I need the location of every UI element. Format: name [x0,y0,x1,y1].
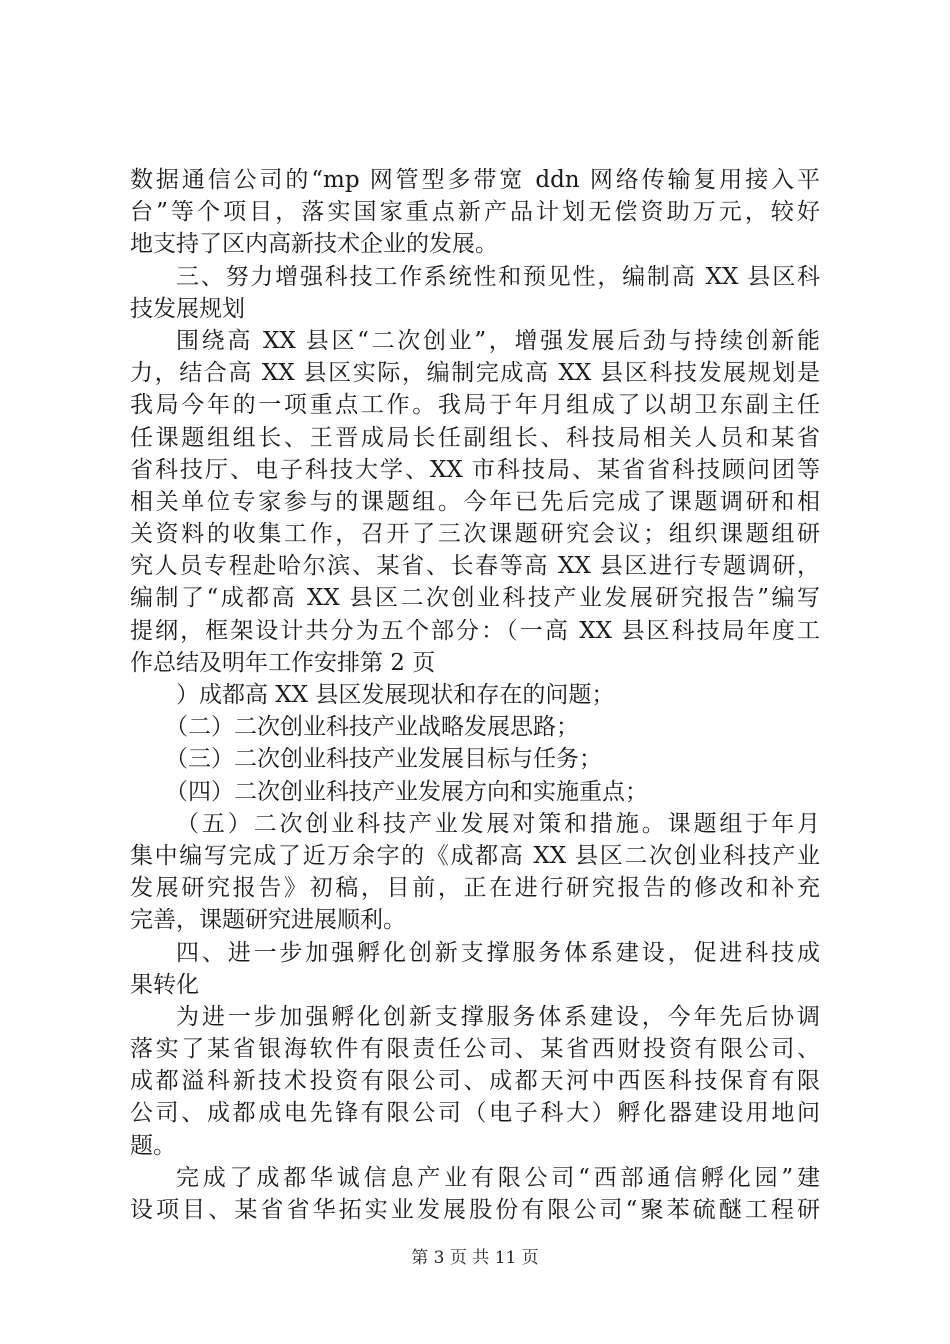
text-line: 成都溢科新技术投资有限公司、成都天河中西医科技保育有限 [130,1068,820,1095]
text-line: 公司、成都成电先锋有限公司（电子科大）孵化器建设用地问 [130,1100,820,1127]
text-line: 力，结合高 XX 县区实际，编制完成高 XX 县区科技发展规划是 [130,360,820,387]
text-line: 究人员专程赴哈尔滨、某省、长春等高 XX 县区进行专题调研， [130,553,820,580]
text-line: 作总结及明年工作安排第 2 页 [130,649,436,676]
text-line: 台”等个项目，落实国家重点新产品计划无偿资助万元，较好 [130,199,820,226]
text-line: 我局今年的一项重点工作。我局于年月组成了以胡卫东副主任 [130,392,820,419]
text-line: 集中编写完成了近万余字的《成都高 XX 县区二次创业科技产业 [130,842,820,869]
text-line: 提纲，框架设计共分为五个部分：（一高 XX 县区科技局年度工 [130,617,820,644]
text-line: 发展研究报告》初稿，目前，正在进行研究报告的修改和补充 [130,875,820,902]
text-line: 技发展规划 [130,295,245,322]
text-line: 编制了“成都高 XX 县区二次创业科技产业发展研究报告”编写 [130,585,820,612]
text-line: 完成了成都华诚信息产业有限公司“西部通信孵化园”建 [176,1164,820,1191]
text-line: 相关单位专家参与的课题组。今年已先后完成了课题调研和相 [130,488,820,515]
text-line: 四、进一步加强孵化创新支撑服务体系建设，促进科技成 [176,939,820,966]
text-line: 关资料的收集工作，召开了三次课题研究会议；组织课题组研 [130,521,820,548]
text-line: 省科技厅、电子科技大学、XX 市科技局、某省省科技顾问团等 [130,456,820,483]
text-line: 果转化 [130,971,199,998]
text-line: 任课题组组长、王晋成局长任副组长、科技局相关人员和某省 [130,424,820,451]
text-line: （三）二次创业科技产业发展目标与任务； [165,746,602,773]
text-line: 为进一步加强孵化创新支撑服务体系建设，今年先后协调 [176,1003,820,1030]
text-line: 三、努力增强科技工作系统性和预见性，编制高 XX 县区科 [176,263,820,290]
text-line: ）成都高 XX 县区发展现状和存在的问题； [176,682,615,708]
text-line: （四）二次创业科技产业发展方向和实施重点； [165,778,648,805]
text-line: 完善，课题研究进展顺利。 [130,907,406,934]
text-line: 地支持了区内高新技术企业的发展。 [130,231,498,258]
text-line: 数据通信公司的“mp 网管型多带宽 ddn 网络传输复用接入平 [130,167,820,193]
text-line: （二）二次创业科技产业战略发展思路； [165,714,579,741]
document-body [130,164,820,1226]
page-footer: 第 3 页 共 11 页 [411,1248,539,1268]
text-line: 落实了某省银海软件有限责任公司、某省西财投资有限公司、 [130,1036,820,1063]
text-line: 设项目、某省省华拓实业发展股份有限公司“聚苯硫醚工程研 [130,1197,820,1223]
text-line: 题。 [130,1132,176,1159]
text-line: 围绕高 XX 县区“二次创业”，增强发展后劲与持续创新能 [176,327,820,354]
text-line: （五）二次创业科技产业发展对策和措施。课题组于年月 [176,810,820,837]
